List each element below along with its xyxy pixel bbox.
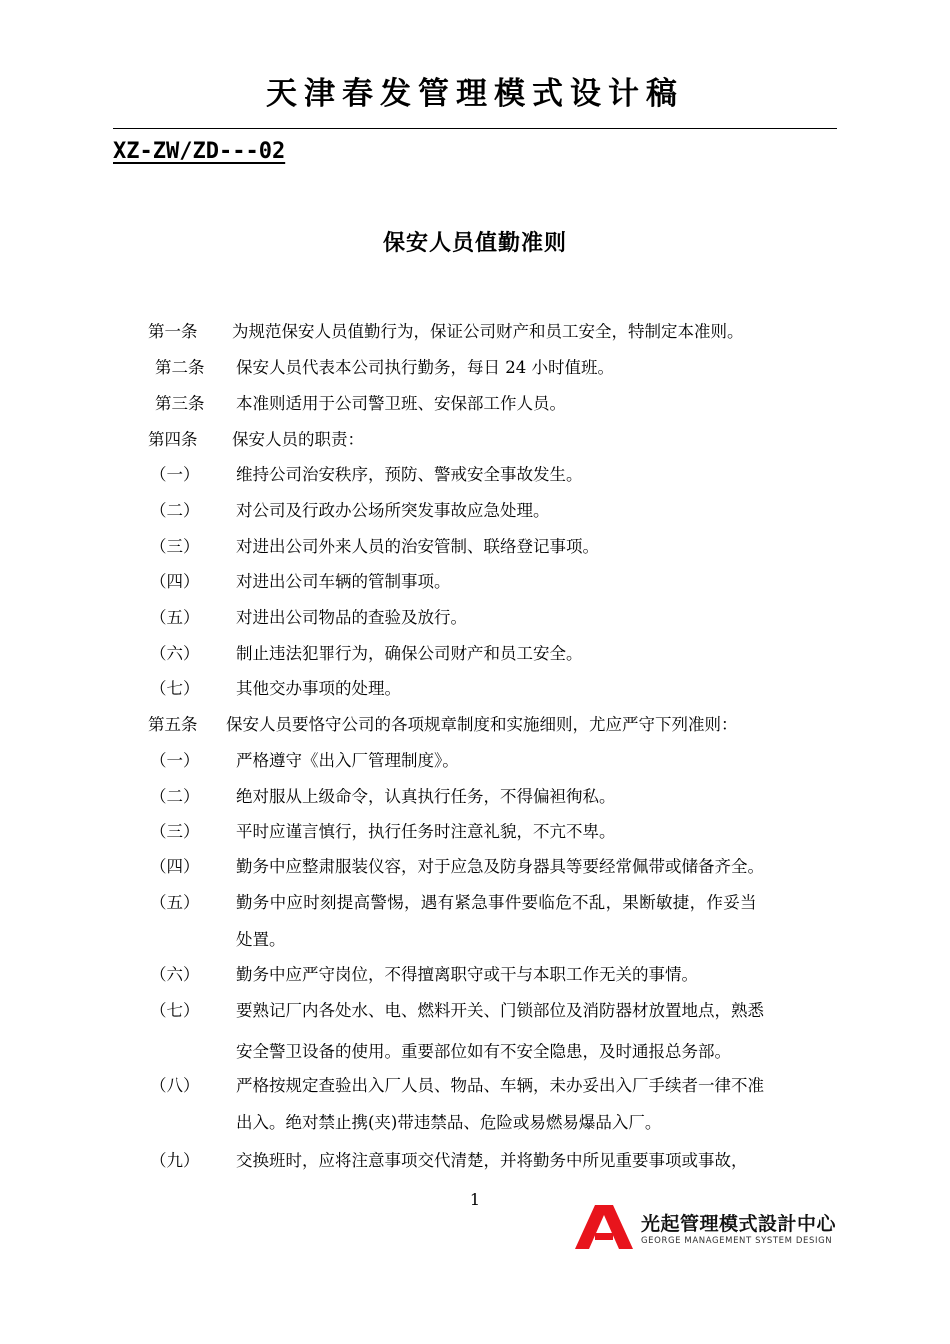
article-text: 本准则适用于公司警卫班、安保部工作人员。: [236, 394, 566, 413]
article-text: 制止违法犯罪行为，确保公司财产和员工安全。: [236, 644, 583, 663]
article-text: 绝对服从上级命令，认真执行任务，不得偏袒徇私。: [236, 787, 616, 806]
article-text: 对进出公司物品的查验及放行。: [236, 608, 467, 627]
article-label: 第二条: [155, 358, 205, 377]
article-label: 第三条: [155, 394, 205, 413]
article-label: 第一条: [148, 322, 198, 341]
article-text: 维持公司治安秩序，预防、警戒安全事故发生。: [236, 465, 583, 484]
article-text: 为规范保安人员值勤行为，保证公司财产和员工安全，特制定本准则。: [232, 322, 744, 341]
article-text: 处置。: [236, 930, 286, 949]
article-text: 平时应谨言慎行，执行任务时注意礼貌，不亢不卑。: [236, 822, 616, 841]
article-text: 对公司及行政办公场所突发事故应急处理。: [236, 501, 550, 520]
article-label: （九）: [150, 1151, 200, 1170]
article-label: （三）: [150, 822, 200, 841]
article-text: 要熟记厂内各处水、电、燃料开关、门锁部位及消防器材放置地点，熟悉: [236, 1001, 764, 1020]
article-text: 严格遵守《出入厂管理制度》。: [236, 751, 459, 770]
article-text: 保安人员代表本公司执行勤务，每日 24 小时值班。: [236, 358, 614, 377]
letter-a-logo-icon: [575, 1205, 633, 1249]
article-text: 对进出公司外来人员的治安管制、联络登记事项。: [236, 537, 599, 556]
document-title: 保安人员值勤准则: [382, 231, 567, 256]
article-label: （五）: [150, 893, 200, 912]
company-logo: [575, 1205, 840, 1255]
article-text: 勤务中应严守岗位，不得擅离职守或干与本职工作无关的事情。: [236, 965, 698, 984]
article-label: （四）: [150, 857, 200, 876]
article-label: （二）: [150, 787, 200, 806]
article-label: 第五条: [148, 715, 198, 734]
article-label: （三）: [150, 537, 200, 556]
article-label: （二）: [150, 501, 200, 520]
article-label: （四）: [150, 572, 200, 591]
article-label: （七）: [150, 679, 200, 698]
article-text: 其他交办事项的处理。: [236, 679, 401, 698]
article-text: 保安人员要恪守公司的各项规章制度和实施细则，尤应严守下列准则：: [226, 715, 738, 734]
article-label: （八）: [150, 1076, 200, 1095]
article-text: 出入。绝对禁止携(夹)带违禁品、危险或易燃易爆品入厂。: [236, 1113, 662, 1132]
article-label: （六）: [150, 644, 200, 663]
article-label: （五）: [150, 608, 200, 627]
article-text: 安全警卫设备的使用。重要部位如有不安全隐患，及时通报总务部。: [236, 1042, 731, 1061]
article-text: 勤务中应时刻提高警惕，遇有紧急事件要临危不乱，果断敏捷，作妥当: [236, 893, 757, 912]
article-label: 第四条: [148, 430, 198, 449]
article-text: 勤务中应整肃服装仪容，对于应急及防身器具等要经常佩带或储备齐全。: [236, 857, 764, 876]
article-label: （六）: [150, 965, 200, 984]
article-text: 交换班时，应将注意事项交代清楚，并将勤务中所见重要事项或事故，: [236, 1151, 748, 1170]
article-label: （七）: [150, 1001, 200, 1020]
document-code: XZ-ZW/ZD---02: [113, 139, 286, 164]
article-label: （一）: [150, 751, 200, 770]
logo-chinese-name: 光起管理模式設計中心: [641, 1213, 837, 1235]
header-divider: [113, 128, 837, 129]
article-text: 对进出公司车辆的管制事项。: [236, 572, 451, 591]
page-number: 1: [469, 1190, 481, 1209]
article-text: 严格按规定查验出入厂人员、物品、车辆，未办妥出入厂手续者一律不准: [236, 1076, 764, 1095]
logo-english-name: GEORGE MANAGEMENT SYSTEM DESIGN: [641, 1236, 833, 1246]
article-text: 保安人员的职责：: [232, 430, 364, 449]
article-label: （一）: [150, 465, 200, 484]
page-header-title: 天津春发管理模式设计稿: [266, 76, 684, 112]
